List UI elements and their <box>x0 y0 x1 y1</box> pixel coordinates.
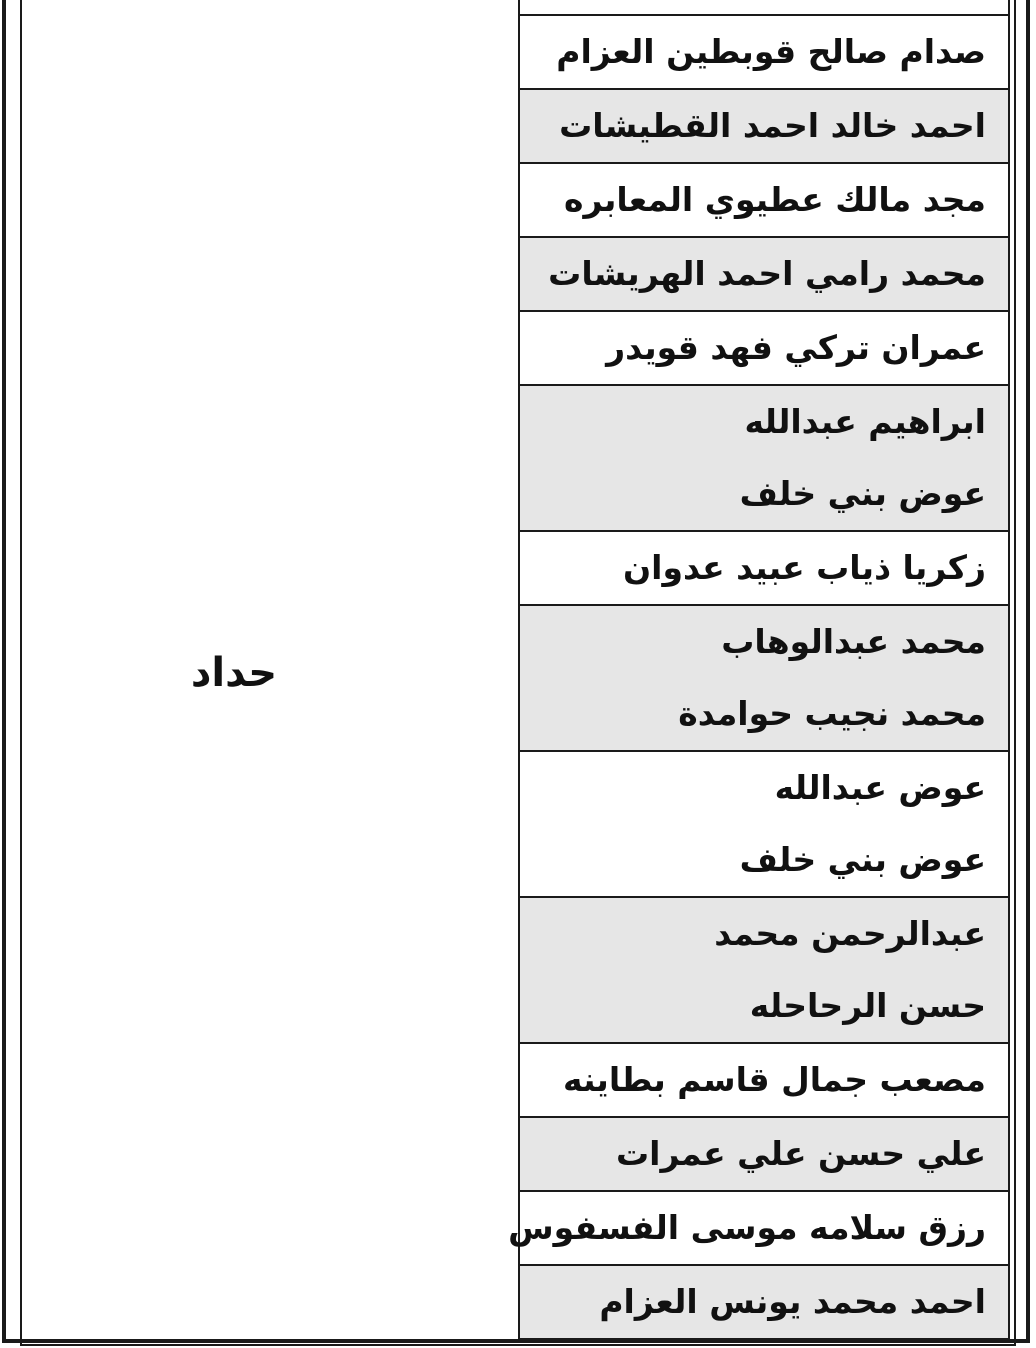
name-text: محمد عبدالوهاب <box>721 622 986 661</box>
name-row <box>518 1116 1010 1190</box>
name-text: عوض عبدالله <box>774 768 986 807</box>
name-text: حسن الرحاحله <box>749 986 986 1025</box>
name-text <box>534 0 986 14</box>
name-row <box>518 530 1010 604</box>
name-row <box>518 162 1010 236</box>
name-row <box>518 896 1010 1042</box>
name-row <box>508 1190 1010 1264</box>
name-text: ابراهيم عبدالله <box>744 402 986 441</box>
name-row <box>518 384 1010 530</box>
name-row <box>518 0 1010 14</box>
name-row <box>518 1042 1010 1116</box>
name-row <box>518 750 1010 896</box>
name-text: رزق سلامه موسى الفسفوس <box>508 1208 986 1247</box>
name-text: عوض بني خلف <box>739 840 986 879</box>
job-title: حداد <box>190 650 278 696</box>
name-text: عبدالرحمن محمد <box>714 914 986 953</box>
name-text: مجد مالك عطيوي المعابره <box>563 180 986 219</box>
names-column <box>508 0 1010 1340</box>
name-text: احمد محمد يونس العزام <box>599 1282 986 1321</box>
name-text: احمد خالد احمد القطيشات <box>559 106 986 145</box>
name-text: محمد رامي احمد الهريشات <box>548 254 986 293</box>
name-text: محمد نجيب حوامدة <box>678 694 986 733</box>
name-row <box>518 88 1010 162</box>
name-text: علي حسن علي عمرات <box>616 1134 986 1173</box>
name-row <box>518 236 1010 310</box>
name-row <box>518 604 1010 750</box>
name-text: عمران تركي فهد قويدر <box>606 328 986 367</box>
job-column <box>22 0 518 1346</box>
name-row <box>518 14 1010 88</box>
name-row <box>518 1264 1010 1340</box>
name-text: عوض بني خلف <box>739 474 986 513</box>
name-row <box>518 310 1010 384</box>
name-text: زكريا ذياب عبيد عدوان <box>623 548 986 587</box>
name-text: مصعب جمال قاسم بطاينه <box>562 1060 986 1099</box>
name-text: صدام صالح قوبطين العزام <box>556 32 986 71</box>
